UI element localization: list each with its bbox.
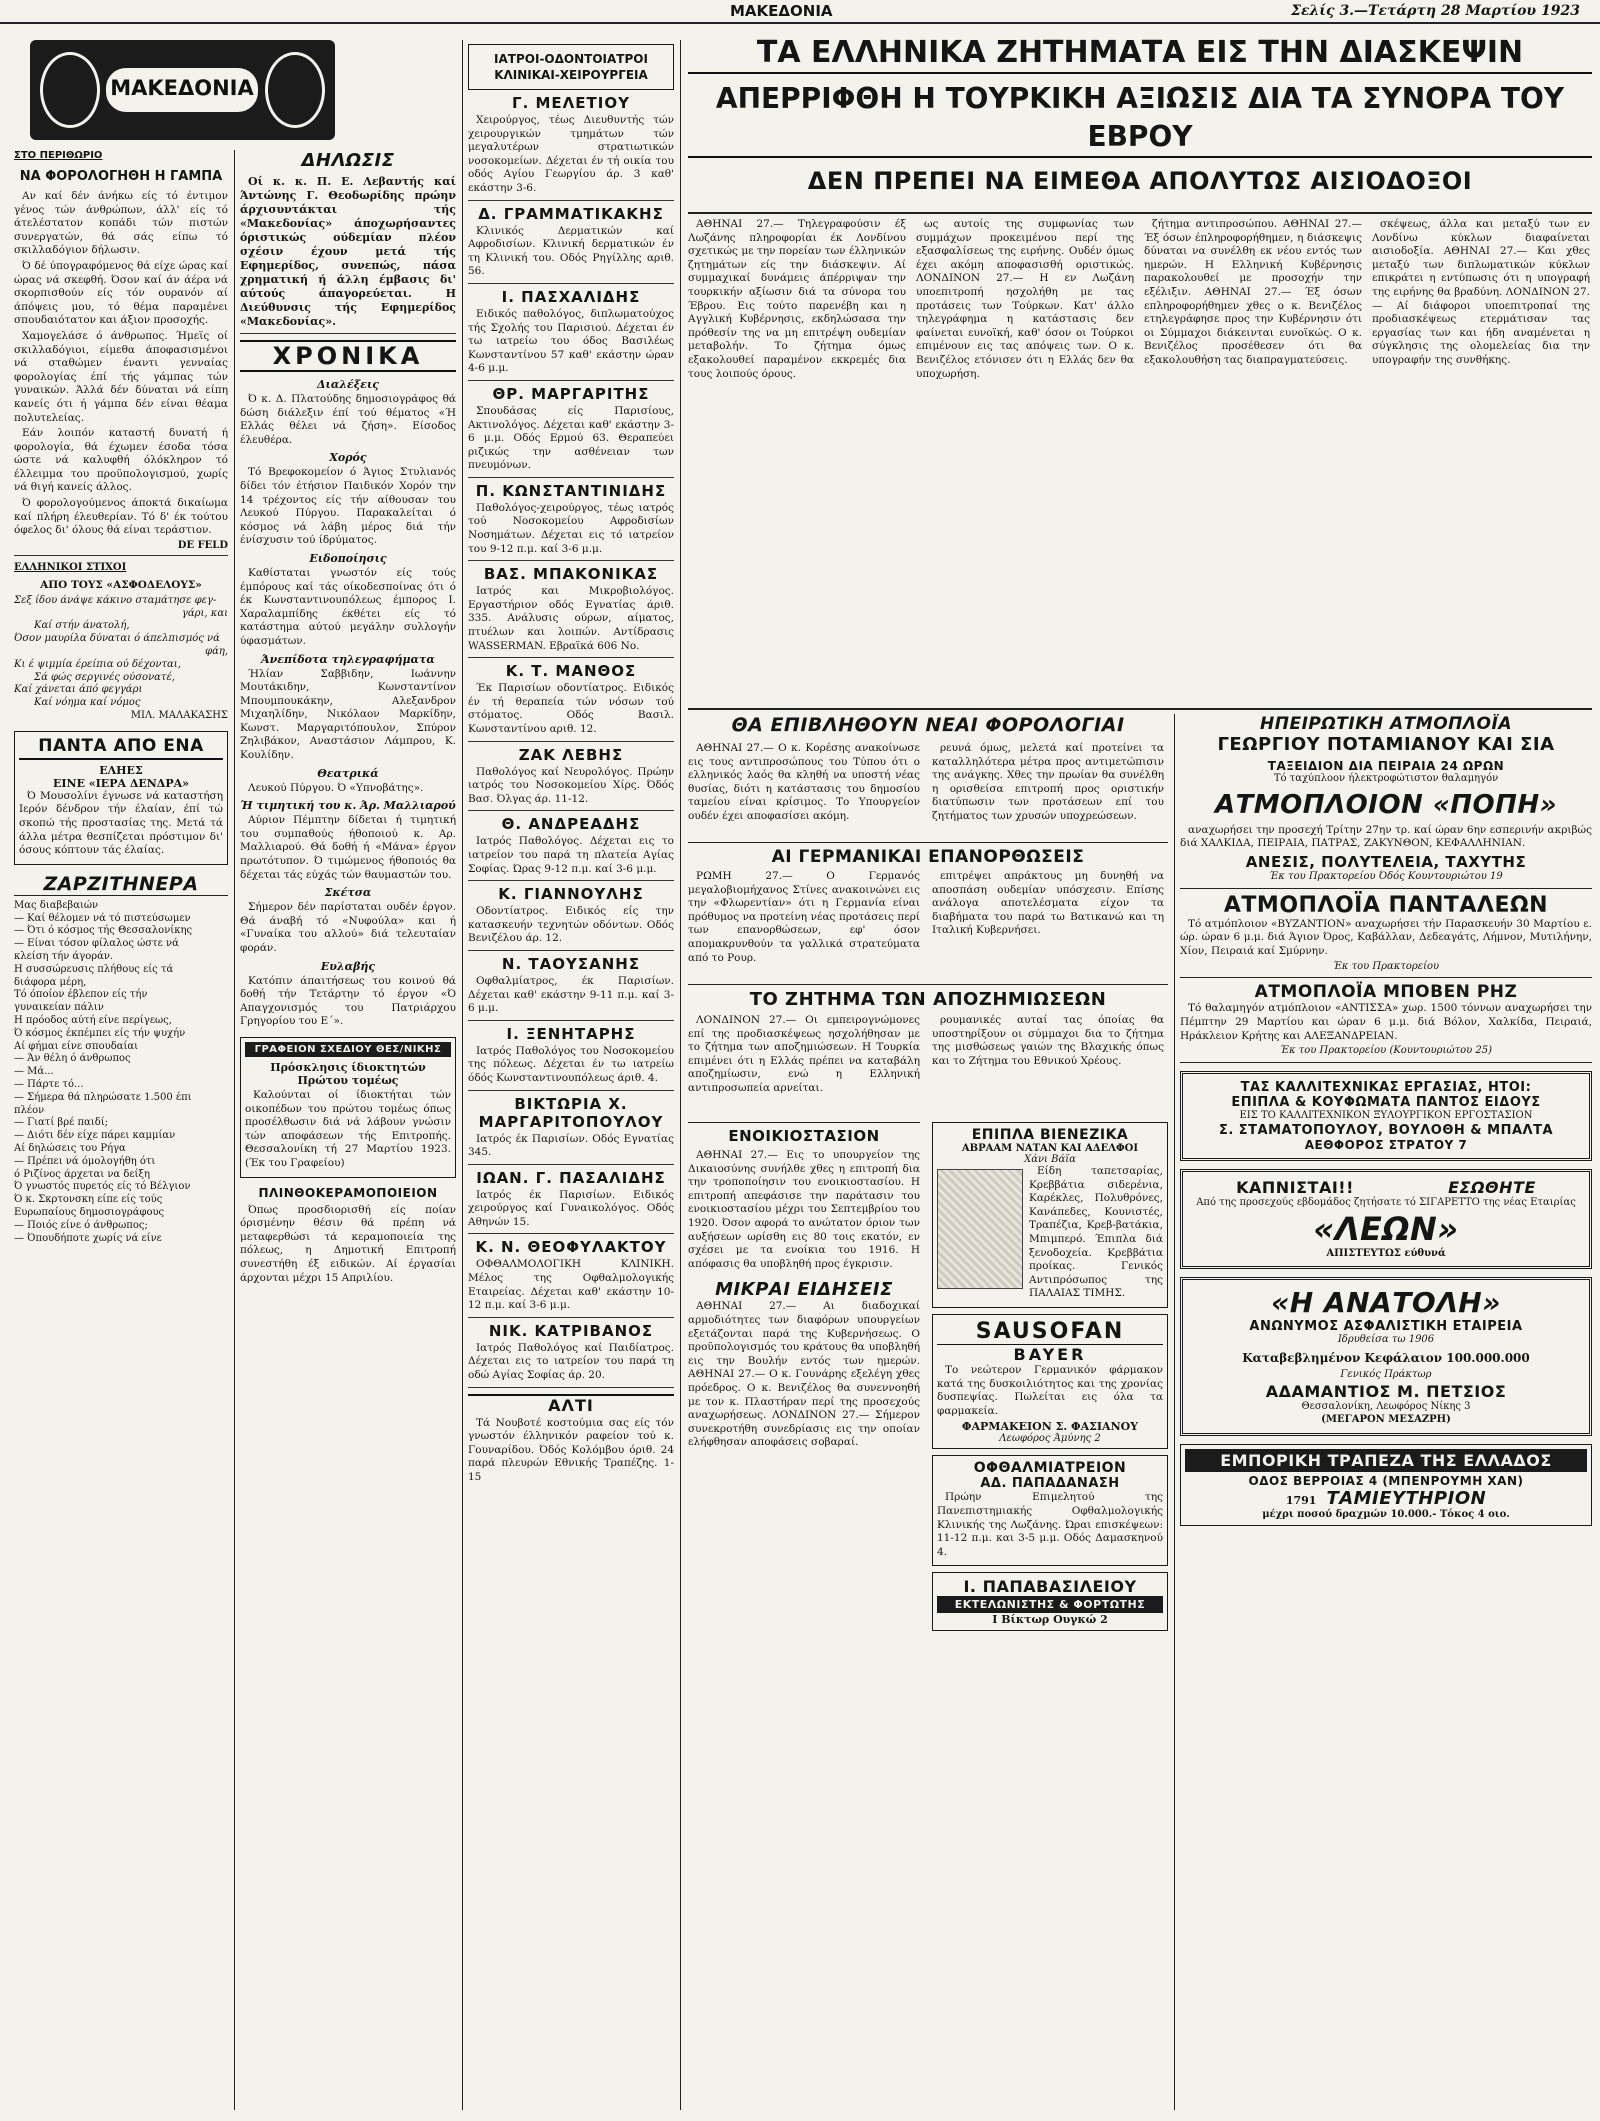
doctor-name: Θ. ΑΝΔΡΕΑΔΗΣ: [501, 815, 641, 834]
chronika-title: ΧΡΟΝΙΚΑ: [240, 340, 456, 372]
pap-sub: ΕΚΤΕΛΩΝΙΣΤΗΣ & ΦΟΡΤΩΤΗΣ: [937, 1596, 1163, 1613]
doctor-name: ΒΑΣ. ΜΠΑΚΟΝΙΚΑΣ: [483, 565, 659, 584]
zarzi-line: Ό γνωστός πυρετός είς τό Βέλγιον: [14, 1181, 191, 1193]
poem-line: Σεξ ίδου άνάψε κάκινο σταμάτησε φεγ-: [14, 594, 217, 606]
doctor-name: Π. ΚΩΝΣΤΑΝΤΙΝΙΔΗΣ: [475, 481, 667, 500]
bayer-label: BAYER: [937, 1344, 1163, 1364]
column-2: [240, 150, 456, 2110]
chronika-section-text: Καθίσταται γνωστόν είς τούς έμπόρους καί τάς οίκοδεσποίνας ότι ό έκ Κωνσταντινουπόλεως έμπορος Ι. Χαραλαμπίδης έκθέτει είς τό κατάστημα αύτού μεγάλην συλλογήν ύφασμάτων.: [240, 566, 456, 647]
cigarette-ad: [1180, 1169, 1592, 1270]
tile-text: Όπως προσδιορισθή είς ποίαν όρισμένην θέσιν θά πρέπη νά μεταφερθώσι τά κεραμοποιεία της πόλεως, η Δημοτική Επιτροπή συνεστήθη έξ ειδικών. Αί έργασίαι άρχονται μέχρι 15 Απριλίου.: [240, 1203, 456, 1284]
chronika-section-text: Λευκού Πύργου. Ό «Υπνοβάτης».: [248, 781, 424, 794]
doctor-listing: [468, 385, 674, 478]
zarzi-list: [14, 900, 228, 1246]
zarzi-line: ό Ριζίνος άρχεται να δείξη: [14, 1168, 150, 1180]
carpentry-ad: [1180, 1071, 1592, 1161]
zarzi-line: Ό κόσμος έκπέμπει είς τήν ψυχήν: [14, 1027, 186, 1039]
poem-line: Καί νόημα καί νόμος: [34, 697, 141, 709]
main-col: ως αυτοίς της συμφωνίας των συμμάχων προκειμένου περί της εξασφαλίσεως της ειρήνης. Ουδέν όμως έχει ακόμη αποφασισθή οριστικώς. ΛΟΝΔΙΝΟΝ 27.— Η εν Λωζάνη υποεπιτροπή ησχολήθη με τας προτάσεις των Τούρκων. Κατ' άλλο τηλεγράφημα η κατάστασις δεν φαίνεται ευνοϊκή, καθ' όσον οι Τούρκοι επιμένουν εις τας απόψεις των. Ο κ. Βενιζέλος ετόνισεν ότι η Ελλάς δεν θα υποχωρήση.: [916, 218, 1134, 380]
chronika-section-text: Κατόπιν άπαιτήσεως του κοινού θά δοθή τήν Τετάρτην τό έργον «Ό Απαγχονισμός του Πατριάρχου Γρηγορίου του Ε΄».: [240, 974, 456, 1028]
bank-year: 1791: [1285, 1493, 1317, 1507]
paragraph: Ό δέ ύπογραφόμενος θά είχε ώρας καί ώρας νά σκεφθή. Όσον καί άν άέρα νά σκορπισθούν είς τόν ουρανόν αί άπόψεις μου, τό θέμα παραμένει σπουδαιότατον και άξιον προσοχής.: [14, 259, 228, 327]
doctor-listing: [468, 205, 674, 284]
zarzi-line: — Ότι ό κόσμος τής Θεσσαλονίκης: [14, 925, 193, 937]
doctor-text: Ιατρός Παθολόγος του Νοσοκομείου της πόλεως. Δέχεται έν τω ιατρείω όδός Κωνσταντινουπόλεως άριθ. 4.: [468, 1044, 674, 1084]
ep-comfort: ΑΝΕΣΙΣ, ΠΟΛΥΤΕΛΕΙΑ, ΤΑΧΥΤΗΣ: [1245, 852, 1527, 871]
doctors-header: ΙΑΤΡΟΙ-ΟΔΟΝΤΟΙΑΤΡΟΙ ΚΛΙΝΙΚΑΙ-ΧΕΙΡΟΥΡΓΕΙΑ: [468, 44, 674, 90]
zarzi-line: — Καί θέλομεν νά τό πιστεύσωμεν: [14, 912, 191, 924]
pap-addr: Ι Βίκτωρ Ουγκώ 2: [992, 1613, 1108, 1627]
taxes-col: ρευνά όμως, μελετά καί προτείνει τα καταλληλότερα μέτρα προς αντιμετώπισιν της ανάγκης. Χθες την πρωίαν θα συνέλθη η ορισθείσα επιτροπή προς οριστικήν διατύπωσιν των προτάσεων επί του ζητήματος των χρυσών υποχρεώσεων.: [932, 742, 1164, 822]
doctor-text: Έκ Παρισίων οδοντίατρος. Ειδικός έν τή θεραπεία τών νόσων τού στόματος. Οδός Βασιλ. Κωνσταντίνου αριθ. 12.: [468, 682, 674, 735]
headline-3: ΔΕΝ ΠΡΕΠΕΙ ΝΑ ΕΙΜΕΘΑ ΑΠΟΛΥΤΩΣ ΑΙΣΙΟΔΟΞΟΙ: [807, 167, 1473, 195]
doctor-text: Παθολόγος-χειρούργος, τέως ιατρός τού Νοσοκομείου Αφροδισίων Νοσημάτων. Δέχεται εις τό ιατρείον του 9-12 π.μ. καί 3-6 μ.μ.: [468, 501, 674, 555]
doctor-listing: [468, 565, 674, 658]
plan-office-box: [240, 1037, 456, 1178]
zarzi-line: Μας διαβεβαιών: [14, 899, 99, 911]
news-text: ΑΘΗΝΑΙ 27.— Αι διαδοχικαί αρμοδιότητες των διαφόρων υπουργείων εξετάζονται παρά της Κυβερνήσεως. Ο προϋπολογισμός του κράτους θα υποβληθή εις την Βουλήν εντός των ημερών. ΑΘΗΝΑΙ 27.— Ο κ. Γουνάρης εξελέγη χθες πρόεδρος. Ο κ. Βενιζέλος θα συνεννοηθή με τον κ. Πλαστήραν περί της προσεχούς αναχωρήσεως. ΛΟΝΔΙΝΟΝ 27.— Σήμερον συνεκροτήθη συνεδρίασις εις την οποίαν ελήφθησαν αποφάσεις σοβαραί.: [688, 1300, 920, 1449]
box-text: Καλούνται οί ίδιοκτήται τών οικοπέδων του πρώτου τομέως όπως προσέλθωσιν διά νά λάβουν γνώσιν τών αποφάσεων τής Επιτροπής. Θεσσαλονίκη τή 27 Μαρτίου 1923. (Έκ του Γραφείου): [245, 1088, 451, 1169]
doctor-listing: [468, 815, 674, 881]
doctor-name: Ι. ΠΑΣΧΑΛΙΔΗΣ: [501, 287, 641, 306]
column-1: [14, 150, 228, 2110]
smoke-tail: ΑΠΙΣΤΕΥΤΩΣ εύθυνά: [1326, 1247, 1446, 1259]
ana-addr: Θεσσαλονίκη, Λεωφόρος Νίκης 3: [1301, 1400, 1471, 1412]
paragraph: Ό φορολογούμενος άποκτά δικαίωμα καί πλήρη έλευθερίαν. Τό δ' έκ τούτου όφελος δι' όλους θά είναι τεράστιον.: [14, 497, 228, 537]
smoke2: ΕΣΩΘΗΤΕ: [1448, 1177, 1536, 1197]
chronika-sections: [240, 378, 456, 1029]
ana-bldg: (ΜΕΓΑΡΟΝ ΜΕΣΑΖΡΗ): [1321, 1413, 1451, 1425]
chronika-section-head: Διαλέξεις: [317, 378, 379, 391]
headline-1: ΤΑ ΕΛΛΗΝΙΚΑ ΖΗΤΗΜΑΤΑ ΕΙΣ ΤΗΝ ΔΙΑΣΚΕΨΙΝ: [688, 34, 1592, 74]
zarzi-line: διάφορα μέρη,: [14, 976, 87, 988]
sausofan-ad: [932, 1314, 1168, 1449]
divider: [14, 555, 228, 556]
doctor-listing: [468, 1322, 674, 1388]
chronika-section-text: Τό Βρεφοκομείον ό Άγιος Στυλιανός δίδει τόν έτήσιον Παιδικόν Χορόν την 14 τρέχοντος είς τήν αίθουσαν του Λευκού Πύργου. Παρακαλείται ό κόσμος νά λάβη μέρος διά τήν ένίσχυσιν τού ίδρύματος.: [240, 466, 456, 547]
doctor-listing: [468, 1238, 674, 1317]
running-head: [0, 0, 1600, 22]
paragraph: Εάν λοιπόν καταστή δυνατή ή φορολογία, θά έχωμεν έσοδα τόσα ώστε νά καλυφθή όλόκληρον τό έλλειμμα του προϋπολογισμού, χωρίς νά θιγή κανείς άλλος.: [14, 427, 228, 494]
zarzi-line: — Είναι τόσον φίλαλος ώστε νά: [14, 938, 179, 950]
vienna-title: ΕΠΙΠΛΑ ΒΙΕΝΕΖΙΚΑ: [971, 1127, 1129, 1143]
zarzi-line: κλείση τήν άγοράν.: [14, 950, 114, 962]
doctor-name: ΘΡ. ΜΑΡΓΑΡΙΤΗΣ: [492, 384, 650, 403]
zarzi-line: — Διότι δέν είχε πάρει καμμίαν: [14, 1130, 176, 1142]
rent-block: [688, 1122, 920, 1452]
divider: [240, 333, 456, 334]
chronika-section-text: Σήμερον δέν παρίσταται ουδέν έργον. Θά άναβή τό «Νυφούλα» και ή «Γυναίκα του αλλού» διά τελευταίαν φοράν.: [240, 901, 456, 954]
smoke-brand: «ΛΕΩΝ»: [1313, 1209, 1459, 1248]
poem-line: φάη,: [205, 646, 228, 658]
arts-addr: ΑΕΘΦΟΡΟΣ ΣΤΡΑΤΟΥ 7: [1304, 1137, 1468, 1152]
pharmacy-addr: Λεωφόρος Άμύνης 2: [999, 1433, 1101, 1445]
column-3: [468, 44, 674, 2110]
pant-text: Τό ατμόπλοιον «ΒΥΖΑΝΤΙΟΝ» αναχωρήσει τήν Παρασκευήν 30 Μαρτίου ε. ώρ. ώραν 6 μ.μ. διά Άγιον Όρος, Καβάλλαν, Δεδεαγάτς, Λήμνον, Μυτιλήνην, Χίον, Πειραιά καί Σμύρνην.: [1180, 917, 1592, 957]
masthead-emblem-right: [265, 52, 325, 128]
chronika-section-head: Ή τιμητική του κ. Άρ. Μαλλιαρού: [240, 799, 456, 813]
doctor-text: Ιατρός και Μικροβιολόγος. Εργαστήριον οδός Εγνατίας άριθ. 335. Ανάλυσις ούρων, αίματος, πτυέλων και λοιπών. Αντίδρασις WASSERMAN. Εβραϊκά 606 Νο.: [468, 585, 674, 652]
bank-tail: μέχρι ποσού δραχμών 10.000.- Τόκος 4 οιο.: [1262, 1508, 1510, 1520]
zarzi-line: πλέον: [14, 1104, 45, 1116]
rent-text: ΑΘΗΝΑΙ 27.— Εις το υπουργείον της Δικαιοσύνης συνήλθε χθες η επιτροπή δια την τροποποίησιν του ενοικιοστασίου. Η επιτροπή απεφάσισε την παράτασιν του ενοικιοστασίου μέχρι του Σεπτεμβρίου του 1920. Όσον αφορά το ανώτατον όριον των αυξήσεων ωρίσθη εις 80 τοις εκατόν, εν σχέσει με τα ενοίκια του 1916. Η απόφασις θα υποβληθή προς έγκρισιν.: [688, 1149, 920, 1270]
doctor-text: Ειδικός παθολόγος, διπλωματούχος τής Σχολής του Παρισιού. Δέχεται έν τω ιατρείω του όδος Βασιλέως Κωνσταντίνου 57 καθ' εκάστην ώραν 4-6 μ.μ.: [468, 307, 674, 375]
column-rule: [1174, 714, 1175, 2110]
doctor-listing: [468, 94, 674, 201]
poem-line: γάρι, και: [181, 607, 228, 619]
pap-title: Ι. ΠΑΠΑΒΑΣΙΛΕΙΟΥ: [963, 1577, 1137, 1597]
sausofan-title: SAUSOFAN: [975, 1318, 1125, 1344]
masthead-emblem-left: [40, 52, 100, 128]
poem-line: Κι έ ψιμμία έρείπια ού δέχονται,: [14, 658, 181, 670]
ep-agent: Έκ του Πρακτορείου Όδός Κουντουριώτου 19: [1269, 870, 1503, 882]
zarzi-line: Η συσσώρευσις πλήθους είς τά: [14, 963, 174, 975]
doctor-name: ΒΙΚΤΩΡΙΑ Χ. ΜΑΡΓΑΡΙΤΟΠΟΥΛΟΥ: [478, 1094, 664, 1131]
doctor-text: Παθολόγος καί Νευρολόγος. Πρώην ιατρός του Νοσοκομείου Χίρς. Όδός Βασ. Όλγας άρ. 11-12.: [468, 765, 674, 805]
doctor-text: Κλινικός Δερματικών καί Αφροδισίων. Κλινική δερματικών έν τη Κλινική του. Οδός Ρηγίλλης αριθ. 56.: [468, 224, 674, 278]
zarzi-line: — Γιατί βρέ παιδί;: [14, 1117, 108, 1129]
zarzi-line: — Μά...: [14, 1066, 54, 1078]
zarzi-line: Ό κ. Σκρτονσκη είπε είς τούς: [14, 1194, 163, 1206]
column-rule: [680, 40, 681, 2110]
doctor-text: Ιατρός Παθολόγος. Δέχεται εις το ιατρείον του παρά τη πλατεία Αγίας Σοφίας. Ώρας 9-12 π.μ. καί 3-6 μ.μ.: [468, 835, 674, 875]
bank-title: ΕΜΠΟΡΙΚΗ ΤΡΑΠΕΖΑ ΤΗΣ ΕΛΛΑΔΟΣ: [1185, 1449, 1587, 1472]
ana-year: Ιδρυθείσα τω 1906: [1337, 1334, 1435, 1346]
chronika-section-text: Αύριον Πέμπτην δίδεται ή τιμητική του συμπαθούς ήθοποιού κ. Αρ. Μαλλιαρού. Θά δοθή ή «Μάνα» έργον πρωτότυπον. Ό τιμώμενος ήθοποιός θα δέχεται τάς εύχάς τών θαυμαστών του.: [240, 814, 456, 881]
ep-route: αναχωρήσει την προσεχή Τρίτην 27ην τρ. καί ώραν 6ην εσπερινήν ακριβώς διά ΧΑΛΚΙΔΑ, ΠΕΙΡΑΙΑ, ΠΑΤΡΑΣ, ΖΑΚΥΝΘΟΝ, ΚΕΦΑΛΛΗΝΙΑΝ.: [1180, 823, 1592, 850]
comp-col: ΛΟΝΔΙΝΟΝ 27.— Οι εμπειρογνώμονες επί της προδιασκέψεως ησχολήθησαν με το ζήτημα των αποζημιώσεων. Η Τουρκία επιμένει ότι η Ελλάς πρέπει να καταβάλη αποζημίωσιν, ενώ η Ελληνική αντιπροσωπεία αρνείται.: [688, 1014, 920, 1094]
pantaleon-ad: [1180, 889, 1592, 979]
sausofan-text: Το νεώτερον Γερμανικόν φάρμακον κατά της δυσκοιλιότητος και της χρονίας δυσπεψίας. Πωλείται εις όλα τα φαρμακεία.: [937, 1363, 1163, 1417]
decl-text: Οί κ. κ. Π. Ε. Λεβαντής καί Άντώνης Γ. Θεοδωρίδης πρώην άρχισυντάκται τής «Μακεδονίας» άποχωρήσαντες όριστικώς ούδεμίαν πλέον σχέσιν έχουν μετά τής Εφημερίδος, συνεπώς, πάσα χρηματική ή άλλη έμβασις δι' αύτούς άπαγορεύεται. Η Διεύθυνσις τής Εφημερίδος «Μακεδονίας».: [240, 175, 456, 328]
doctor-text: Ιατρός έκ Παρισίων. Οδός Εγνατίας 345.: [468, 1132, 674, 1159]
alti-text: Τά Νουβοτέ κοστούμια σας είς τόν γνωστόν έλληνικόν ραφείον τού κ. Γουναρίδου. Όδός Κολόμβου όριθ. 24 παρά πλευρών Εθνικής Τραπέζης. 1-15: [468, 1416, 674, 1483]
vienna-addr: Χάνι Βάϊα: [1024, 1154, 1076, 1165]
ep-small: Τό ταχύπλοον ήλεκτροφώτιστον θαλαμηγόν: [1273, 773, 1499, 784]
pharmacy-name: ΦΑΡΜΑΚΕΙΟΝ Σ. ΦΑΣΙΑΝΟΥ: [961, 1420, 1139, 1434]
zarzi-line: Αί φήμαι είνε σπουδαίαι: [14, 1040, 139, 1052]
bank-addr: ΟΔΟΣ ΒΕΡΡΟΙΑΣ 4 (ΜΠΕΝΡΟΥΜΗ ΧΑΝ): [1248, 1473, 1524, 1488]
main-article: [688, 218, 1592, 708]
oph-name: ΑΔ. ΠΑΠΑΔΑΝΑΣΗ: [980, 1476, 1120, 1492]
doctor-listing: [468, 482, 674, 561]
section-label: ΣΤΟ ΠΕΡΙΘΩΡΙΟ: [14, 150, 103, 161]
oph-title: ΟΦΘΑΛΜΙΑΤΡΕΙΟΝ: [973, 1460, 1127, 1477]
box-text: Ό Μουσολίνι έγνωσε νά καταστήση Ιερόν δένδρον τήν έλαίαν, έπί τώ σκοπώ τής προστασίας της. Μετά τά άλλα μέτρα θεσπίζεται πρόστιμον δι' όσους κόπτουν τάς έλαίας.: [19, 789, 223, 857]
news-title: ΜΙΚΡΑΙ ΕΙΔΗΣΕΙΣ: [715, 1279, 893, 1301]
doctor-name: Ι. ΞΕΝΗΤΑΡΗΣ: [506, 1024, 636, 1043]
epirus-shipping-ad: [1180, 714, 1592, 889]
section-rule: [688, 708, 1592, 710]
main-col: ζήτημα αντιπροσώπου. ΑΘΗΝΑΙ 27.— Έξ όσων έπληροφορήθημεν, η διάσκεψις δύναται να συνέλθη εκ νέου εντός των ημερών. Η Ελληνική Κυβέρνησις παρακολουθεί με προσοχήν την εξέλιξιν. ΑΘΗΝΑΙ 27.— Έξ όσων επληροφορήθημεν χθες ο κ. Βενιζέλος ετηλεγράφησε προς την Κυβέρνησιν ότι οι Σύμμαχοι διάκεινται ευνοϊκώς. Ο κ. Βενιζέλος προσέθεσεν ότι θα εξακολουθήση τας διαπραγματεύσεις.: [1144, 218, 1362, 366]
doctor-text: Σπουδάσας είς Παρισίους, Ακτινολόγος. Δέχεται καθ' εκάστην 3-6 μ.μ. Οδός Ερμού 63. Θεραπεύει ριζικώς την ασθένειαν των πνευμόνων.: [468, 404, 674, 472]
doctors-list: [468, 94, 674, 1388]
rhz-title: ΑΤΜΟΠΛΟΪΑ ΜΠΟΒΕΝ ΡΗΖ: [1254, 982, 1518, 1003]
arts-name: Σ. ΣΤΑΜΑΤΟΠΟΥΛΟΥ, ΒΟΥΛΟΘΗ & ΜΠΑΛΤΑ: [1218, 1122, 1554, 1138]
zarzi-line: Αί δηλώσεις του Ρήγα: [14, 1142, 126, 1154]
ana-cap: Καταβεβλημένον Κεφάλαιον 100.000.000: [1242, 1351, 1530, 1366]
doctor-text: ΟΦΘΑΛΜΟΛΟΓΙΚΗ ΚΛΙΝΙΚΗ. Μέλος της Οφθαλμολογικής Εταιρείας. Δέχεται καθ' εκάστην 10-12 π.μ. καί 3-6 μ.μ.: [468, 1258, 674, 1312]
signature: DE FELD: [177, 539, 228, 551]
paragraph: Αν καί δέν άνήκω είς τό έντιμον γένος τών άνθρώπων, άλλ' είς τό άτελέστατον κοπάδι τών πιστών συνεργατών, θά σάς είπω τό σκιλλαδόγιον δήλωσιν.: [14, 190, 228, 257]
pant-title: ΑΤΜΟΠΛΟΪΑ ΠΑΝΤΑΛΕΩΝ: [1223, 892, 1549, 918]
masthead: [30, 40, 335, 140]
arts-line2: ΕΠΙΠΛΑ & ΚΟΥΦΩΜΑΤΑ ΠΑΝΤΟΣ ΕΙΔΟΥΣ: [1231, 1094, 1541, 1110]
column-rule: [462, 40, 463, 2110]
doctor-listing: [468, 1169, 674, 1235]
taxes-title: ΘΑ ΕΠΙΒΛΗΘΟΥΝ ΝΕΑΙ ΦΟΡΟΛΟΓΙΑΙ: [731, 714, 1125, 736]
papavasileiou-ad: [932, 1572, 1168, 1631]
doctor-name: Ν. ΤΑΟΥΣΑΝΗΣ: [501, 954, 641, 973]
comp-title: ΤΟ ΖΗΤΗΜΑ ΤΩΝ ΑΠΟΖΗΜΙΩΣΕΩΝ: [688, 984, 1168, 1010]
top-rule: [0, 22, 1600, 24]
ep-trip: ΤΑΞΕΙΔΙΟΝ ΔΙΑ ΠΕΙΡΑΙΑ 24 ΩΡΩΝ: [1267, 759, 1505, 773]
zarzi-line: — Όπουδήποτε χωρίς νά είνε: [14, 1232, 162, 1244]
doctor-text: Οφθαλμίατρος, έκ Παρισίων. Δέχεται καθ' εκάστην 9-11 π.μ. καί 3-6 μ.μ.: [468, 974, 674, 1015]
poem-title: ΑΠΟ ΤΟΥΣ «ΑΣΦΟΔΕΛΟΥΣ»: [40, 578, 202, 591]
tile-title: ΠΛΙΝΘΟΚΕΡΑΜΟΠΟΙΕΙΟΝ: [258, 1185, 438, 1200]
germ-title: ΑΙ ΓΕΡΜΑΝΙΚΑΙ ΕΠΑΝΟΡΘΩΣΕΙΣ: [688, 842, 1168, 867]
smoke1: ΚΑΠΝΙΣΤΑΙ!!: [1236, 1177, 1354, 1197]
doctor-listing: [468, 288, 674, 381]
arts-title: ΤΑΣ ΚΑΛΛΙΤΕΧΝΙΚΑΣ ΕΡΓΑΣΙΑΣ, ΗΤΟΙ:: [1240, 1079, 1532, 1095]
ana-sub: ΑΝΩΝΥΜΟΣ ΑΣΦΑΛΙΣΤΙΚΗ ΕΤΑΙΡΕΙΑ: [1249, 1319, 1523, 1335]
doctor-listing: [468, 1025, 674, 1091]
ep-ship: ΑΤΜΟΠΛΟΙΟΝ «ΠΟΠΗ»: [1214, 789, 1558, 820]
chronika-section-head: Χορός: [329, 451, 367, 465]
article-title: ΝΑ ΦΟΡΟΛΟΓΗΘΗ Η ΓΑΜΠΑ: [19, 169, 223, 184]
zarzi-line: Τό όποίον έβλεπον είς τήν: [14, 989, 148, 1001]
rhz-ad: [1180, 978, 1592, 1063]
mid-ads: [932, 1122, 1168, 1631]
chronika-section-head: Θεατρικά: [317, 766, 379, 780]
vienna-furniture-ad: [932, 1122, 1168, 1308]
doctor-name: ΙΩΑΝ. Γ. ΠΑΣΑΛΙΔΗΣ: [476, 1168, 666, 1187]
oph-text: Πρώην Επιμελητού της Πανεπιστημιακής Οφθαλμολογικής Κλινικής της Λωζάνης. Ώραι επισκέψεων: 11-12 π.μ. και 3-5 μ.μ. Οδός Δαμασκηνού 4.: [937, 1491, 1163, 1558]
ophthalmology-ad: [932, 1455, 1168, 1566]
germ-col: επιτρέψει απράκτους μη δυνηθή να αποσπάση ουδεμίαν υπόσχεσιν. Επίσης ανάλογα αποτελέσματα είχον τα διαβήματα του παρά τω Βατικανώ και τη Ιταλική Κυβερνήσει.: [932, 870, 1164, 937]
doctor-listing: [468, 662, 674, 741]
headline-rule: [688, 212, 1592, 214]
chronika-section-head: Σκέτσα: [324, 886, 372, 900]
germ-col: ΡΩΜΗ 27.— Ο Γερμανός μεγαλοβιομήχανος Στίνες ανακοινώνει εις την «Φλωρεντίαν» ότι η Γερμανία είναι πρόθυμος να προτείνη νέας προτάσεις περί των επανορθώσεων, εφ' όσον απομακρυνθούν τα γαλλικά στρατεύματα από το Ρουρ.: [688, 870, 920, 964]
zarzi-line: — Πάρτε τό...: [14, 1078, 84, 1090]
main-headlines: [688, 34, 1592, 212]
zarzi-line: γυναικείαν πάλιν: [14, 1002, 104, 1014]
main-col: ΑΘΗΝΑΙ 27.— Τηλεγραφούσιν έξ Λωζάνης πληροφορίαι έκ Λονδίνου σχετικώς με την πορείαν των έλληνικών ζητημάτων είς την διάσκεψιν. Αί συμμαχικαί δυνάμεις άπέρριψαν την τουρκικήν αξίωσιν διά τα σύνορα του Έβρου. Εις τούτο παρενέβη και η Αγγλική Κυβέρνησις, εκδηλώσασα την πρόθεσίν της να μη επιτρέψη ουδεμίαν μεταβολήν. Το ζήτημα όμως εξακολουθεί παραμένον εκκρεμές δια τους λοιπούς όρους.: [688, 218, 906, 380]
doctor-listing: [468, 746, 674, 812]
chronika-section-head: Ευλαβής: [320, 959, 376, 973]
doctor-name: Κ. ΓΙΑΝΝΟΥΛΗΣ: [498, 885, 644, 904]
mid-section: [688, 714, 1168, 2110]
arts-line3: ΕΙΣ ΤΟ ΚΑΛΛΙΤΕΧΝΙΚΟΝ ΞΥΛΟΥΡΓΙΚΟΝ ΕΡΓΟΣΤΑΣΙΟΝ: [1239, 1109, 1533, 1121]
chronika-section-head: Ειδοποίησις: [309, 551, 387, 565]
doctor-listing: [468, 955, 674, 1021]
poem-line: Καί στήν άνατολή,: [34, 620, 130, 632]
zarzi-line: — Άν θέλη ό άνθρωπος: [14, 1053, 131, 1065]
poem-author: ΜΙΛ. ΜΑΛΑΚΑΣΗΣ: [130, 710, 228, 722]
bank-ad: [1180, 1444, 1592, 1527]
box-title: ΠΑΝΤΑ ΑΠΟ ΕΝΑ: [19, 736, 223, 760]
running-head-date: Σελίς 3.—Τετάρτη 28 Μαρτίου 1923: [1291, 3, 1580, 19]
rent-title: ΕΝΟΙΚΙΟΣΤΑΣΙΟΝ: [688, 1122, 920, 1145]
poem-line: Σά φώς σεργινές ούσονατέ,: [34, 671, 175, 683]
ep-sub: ΓΕΩΡΓΙΟΥ ΠΟΤΑΜΙΑΝΟΥ ΚΑΙ ΣΙΑ: [1217, 734, 1555, 755]
zarzi-line: — Σήμερα θά πληρώσατε 1.500 έπι: [14, 1091, 192, 1103]
bank-savings: ΤΑΜΙΕΥΤΗΡΙΟΝ: [1326, 1487, 1487, 1509]
zarzi-line: — Πρέπει νά όμολογήθη ότι: [14, 1155, 156, 1167]
chronika-section-text: Ό κ. Δ. Πλατούδης δημοσιογράφος θά δώση διάλεξιν έπί τού θέματος «Ή Ελλάς θέλει νά ζήση». Είσοδος έλευθέρα.: [240, 393, 456, 446]
pant-agent: Έκ του Πρακτορείου: [1332, 960, 1440, 972]
vienna-text: Είδη ταπετσαρίας, Κρεββάτια σιδερένια, Καρέκλες, Πολυθρόνες, Κανάπεδες, Κουνιστές, Τραπέζια, Κρεβ-βατάκια, Μπιμπερό. Έπιπλα διά ξενοδοχεία. Κρεββάτια προίκας. Γενικός Αντιπρόσωπος της ΠΑΛΑΙΑΣ ΤΙΜΗΣ.: [1029, 1165, 1163, 1300]
doctor-text: Οδοντίατρος. Ειδικός είς την κατασκευήν τεχνητών οδόντων. Οδός Βενιζέλου άρ. 12.: [468, 905, 674, 945]
rhz-text: Τό θαλαμηγόν ατμόπλοιον «ΑΝΤΙΣΣΑ» χωρ. 1500 τόννων αναχωρήσει την Πέμπτην 29 Μαρτίου και ώραν 6 μ.μ. διά Βόλον, Χαλκίδα, Πειραιά, Ηράκλειον Κρήτης και ΑΛΕΞΑΝΔΡΕΙΑΝ.: [1180, 1002, 1592, 1042]
anatoli-ad: [1180, 1277, 1592, 1435]
doctor-name: Γ. ΜΕΛΕΤΙΟΥ: [512, 94, 630, 112]
paragraph: Χαμογελάσε ό άνθρωπος. Ήμεϊς οί σκιλλαδόγιοι, είμεθα άποφασισμένοι νά σταθώμεν έναντι γενναίας φορολογίας έπί τής γάμπας τών γυναικών. Άλλά δέν δύναται νά είπη κανείς ότι ή γάμπα δέν είναι θέαμα πολυτελείας.: [14, 329, 228, 424]
smoke-text: Από της προσεχούς εβδομάδος ζητήσατε τό ΣΙΓΑΡΕΤΤΟ της νέας Εταιρίας: [1196, 1196, 1576, 1208]
doctor-name: ΝΙΚ. ΚΑΤΡΙΒΑΝΟΣ: [488, 1321, 654, 1340]
running-head-paper: ΜΑΚΕΔΟΝΙΑ: [730, 2, 833, 20]
doctor-text: Ιατρός Παθολόγος καί Παιδίατρος. Δέχεται εις το ιατρείον του παρά τη οδώ Αγίας Σοφίας άρ. 20.: [468, 1341, 674, 1382]
poem-line: Όσον μαυρίλα δύναται ό άπελπισμός νά: [14, 633, 220, 645]
alti-title: ΑΛΤΙ: [468, 1394, 674, 1415]
chair-picture: [937, 1169, 1023, 1289]
box-subtitle: ΕΙΝΕ «ΙΕΡΑ ΔΕΝΔΡΑ»: [52, 776, 190, 790]
zarzi-line: Ευρωπαίους δημοσιογράφους: [14, 1206, 165, 1218]
ana-agent-label: Γενικός Πράκτωρ: [1340, 1369, 1432, 1381]
ana-title: «Η ΑΝΑΤΟΛΗ»: [1271, 1286, 1501, 1320]
box-title: ΓΡΑΦΕΙΟΝ ΣΧΕΔΙΟΥ ΘΕΣ/ΝΙΚΗΣ: [245, 1042, 451, 1057]
zarzi-line: Η πρόοδος αύτή είνε περίγεως,: [14, 1014, 172, 1026]
decl-title: ΔΗΛΩΣΙΣ: [301, 150, 395, 171]
doctor-text: Χειρούργος, τέως Διευθυντής τών χειρουργικών τμημάτων τών μεγαλυτέρων στρατιωτικών νοσοκομείων. Δέχεται έν τή οικία του οδός Αγίου Γεωργίου άρ. 3 καθ' εκάστην 3-6.: [468, 114, 674, 194]
box-panta: [14, 731, 228, 865]
poem-section: ΕΛΛΗΝΙΚΟΙ ΣΤΙΧΟΙ: [14, 561, 127, 573]
chronika-section-text: Ήλίαν Σαββιδην, Ιωάννην Μουτάκιδην, Κωνσταντίνον Μπουμπουκάκην, Αλεξανδρον Μιχαηλίδην, Νικόλαον Μαρκίδην, Κωνστ. Μαργαριτόπουλον, Σπύρον Ζηλιβάκον, Αναστάσιον Λάμπρου, Κ. Κουλίδην.: [240, 667, 456, 762]
main-col: σκέψεως, άλλα και μεταξύ των εν Λονδίνω κύκλων διαφαίνεται αισιοδοξία. ΑΘΗΝΑΙ 27.— Και χθες μεταξύ των διπλωματικών κύκλων επικράτει η εντύπωσις ότι η υπογραφή της ειρήνης θα βραδύνη. ΛΟΝΔΙΝΟΝ 27.— Αί διάφοροι υποεπιτροπαί της προδιασκέψεως ετερμάτισαν τας εργασίας των και ήδη αναμένεται η σύγκλησις της ολομελείας δια την υπογραφήν της συνθήκης.: [1372, 218, 1590, 366]
chronika-section-head: Άνεπίδοτα τηλεγραφήματα: [261, 652, 435, 666]
vienna-sub: ΑΒΡΑΑΜ ΝΑΤΑΝ ΚΑΙ ΑΔΕΛΦΟΙ: [961, 1143, 1139, 1154]
doctor-listing: [468, 1095, 674, 1165]
poem-line: Καί χάνεται άπό φεγγάρι: [14, 684, 143, 696]
right-ads: [1180, 714, 1592, 2110]
doctor-listing: [468, 885, 674, 951]
ana-agent: ΑΔΑΜΑΝΤΙΟΣ Μ. ΠΕΤΣΙΟΣ: [1265, 1381, 1507, 1401]
zarzi-title: ΖΑΡΖΙΤΗΝΕΡΑ: [14, 873, 228, 896]
doctor-name: ΖΑΚ ΛΕΒΗΣ: [518, 745, 624, 764]
doctor-name: Κ. Τ. ΜΑΝΘΟΣ: [505, 662, 637, 681]
zarzi-line: — Ποιός είνε ό άνθρωπος;: [14, 1219, 148, 1231]
doctor-name: Κ. Ν. ΘΕΟΦΥΛΑΚΤΟΥ: [475, 1238, 667, 1257]
comp-col: ρουμανικές αυταί τας όποίας θα υποστηρίξουν οι σύμμαχοι δια το ζήτημα της μισθώσεως γαιών της Βλαχικής όπως και το Ζήτημα του Εθνικού Χρέους.: [932, 1014, 1164, 1067]
ep-title: ΗΠΕΙΡΩΤΙΚΗ ΑΤΜΟΠΛΟΪΑ: [1260, 714, 1512, 734]
doctor-name: Δ. ΓΡΑΜΜΑΤΙΚΑΚΗΣ: [478, 204, 664, 223]
rhz-agent: Έκ του Πρακτορείου (Κουντουριώτου 25): [1279, 1045, 1493, 1057]
box-subtitle: Πρόσκλησις ίδιοκτητών Πρώτου τομέως: [270, 1060, 426, 1087]
masthead-title: ΜΑΚΕΔΟΝΙΑ: [110, 76, 254, 100]
headline-2: ΑΠΕΡΡΙΦΘΗ Η ΤΟΥΡΚΙΚΗ ΑΞΙΩΣΙΣ ΔΙΑ ΤΑ ΣΥΝΟΡΑ ΤΟΥ ΕΒΡΟΥ: [688, 80, 1592, 158]
box-subtitle: ΕΛΗΕΣ: [99, 763, 143, 777]
doctor-text: Ιατρός έκ Παρισίων. Ειδικός χειρούργος καί Γυναικολόγος. Οδός Αθηνών 15.: [468, 1188, 674, 1228]
taxes-col: ΑΘΗΝΑΙ 27.— Ο κ. Κορέσης ανακοίνωσε εις τους αντιπροσώπους του Τύπου ότι ο ελληνικός λαός θα κληθή να υποστή νέας θυσίας, διότι η κατάστασις του δημοσίου ταμείου είναι κρίσιμος. Το Υπουργείον ουδέν έχει αποφασίσει ακόμη.: [688, 742, 920, 822]
column-rule: [234, 150, 235, 2110]
